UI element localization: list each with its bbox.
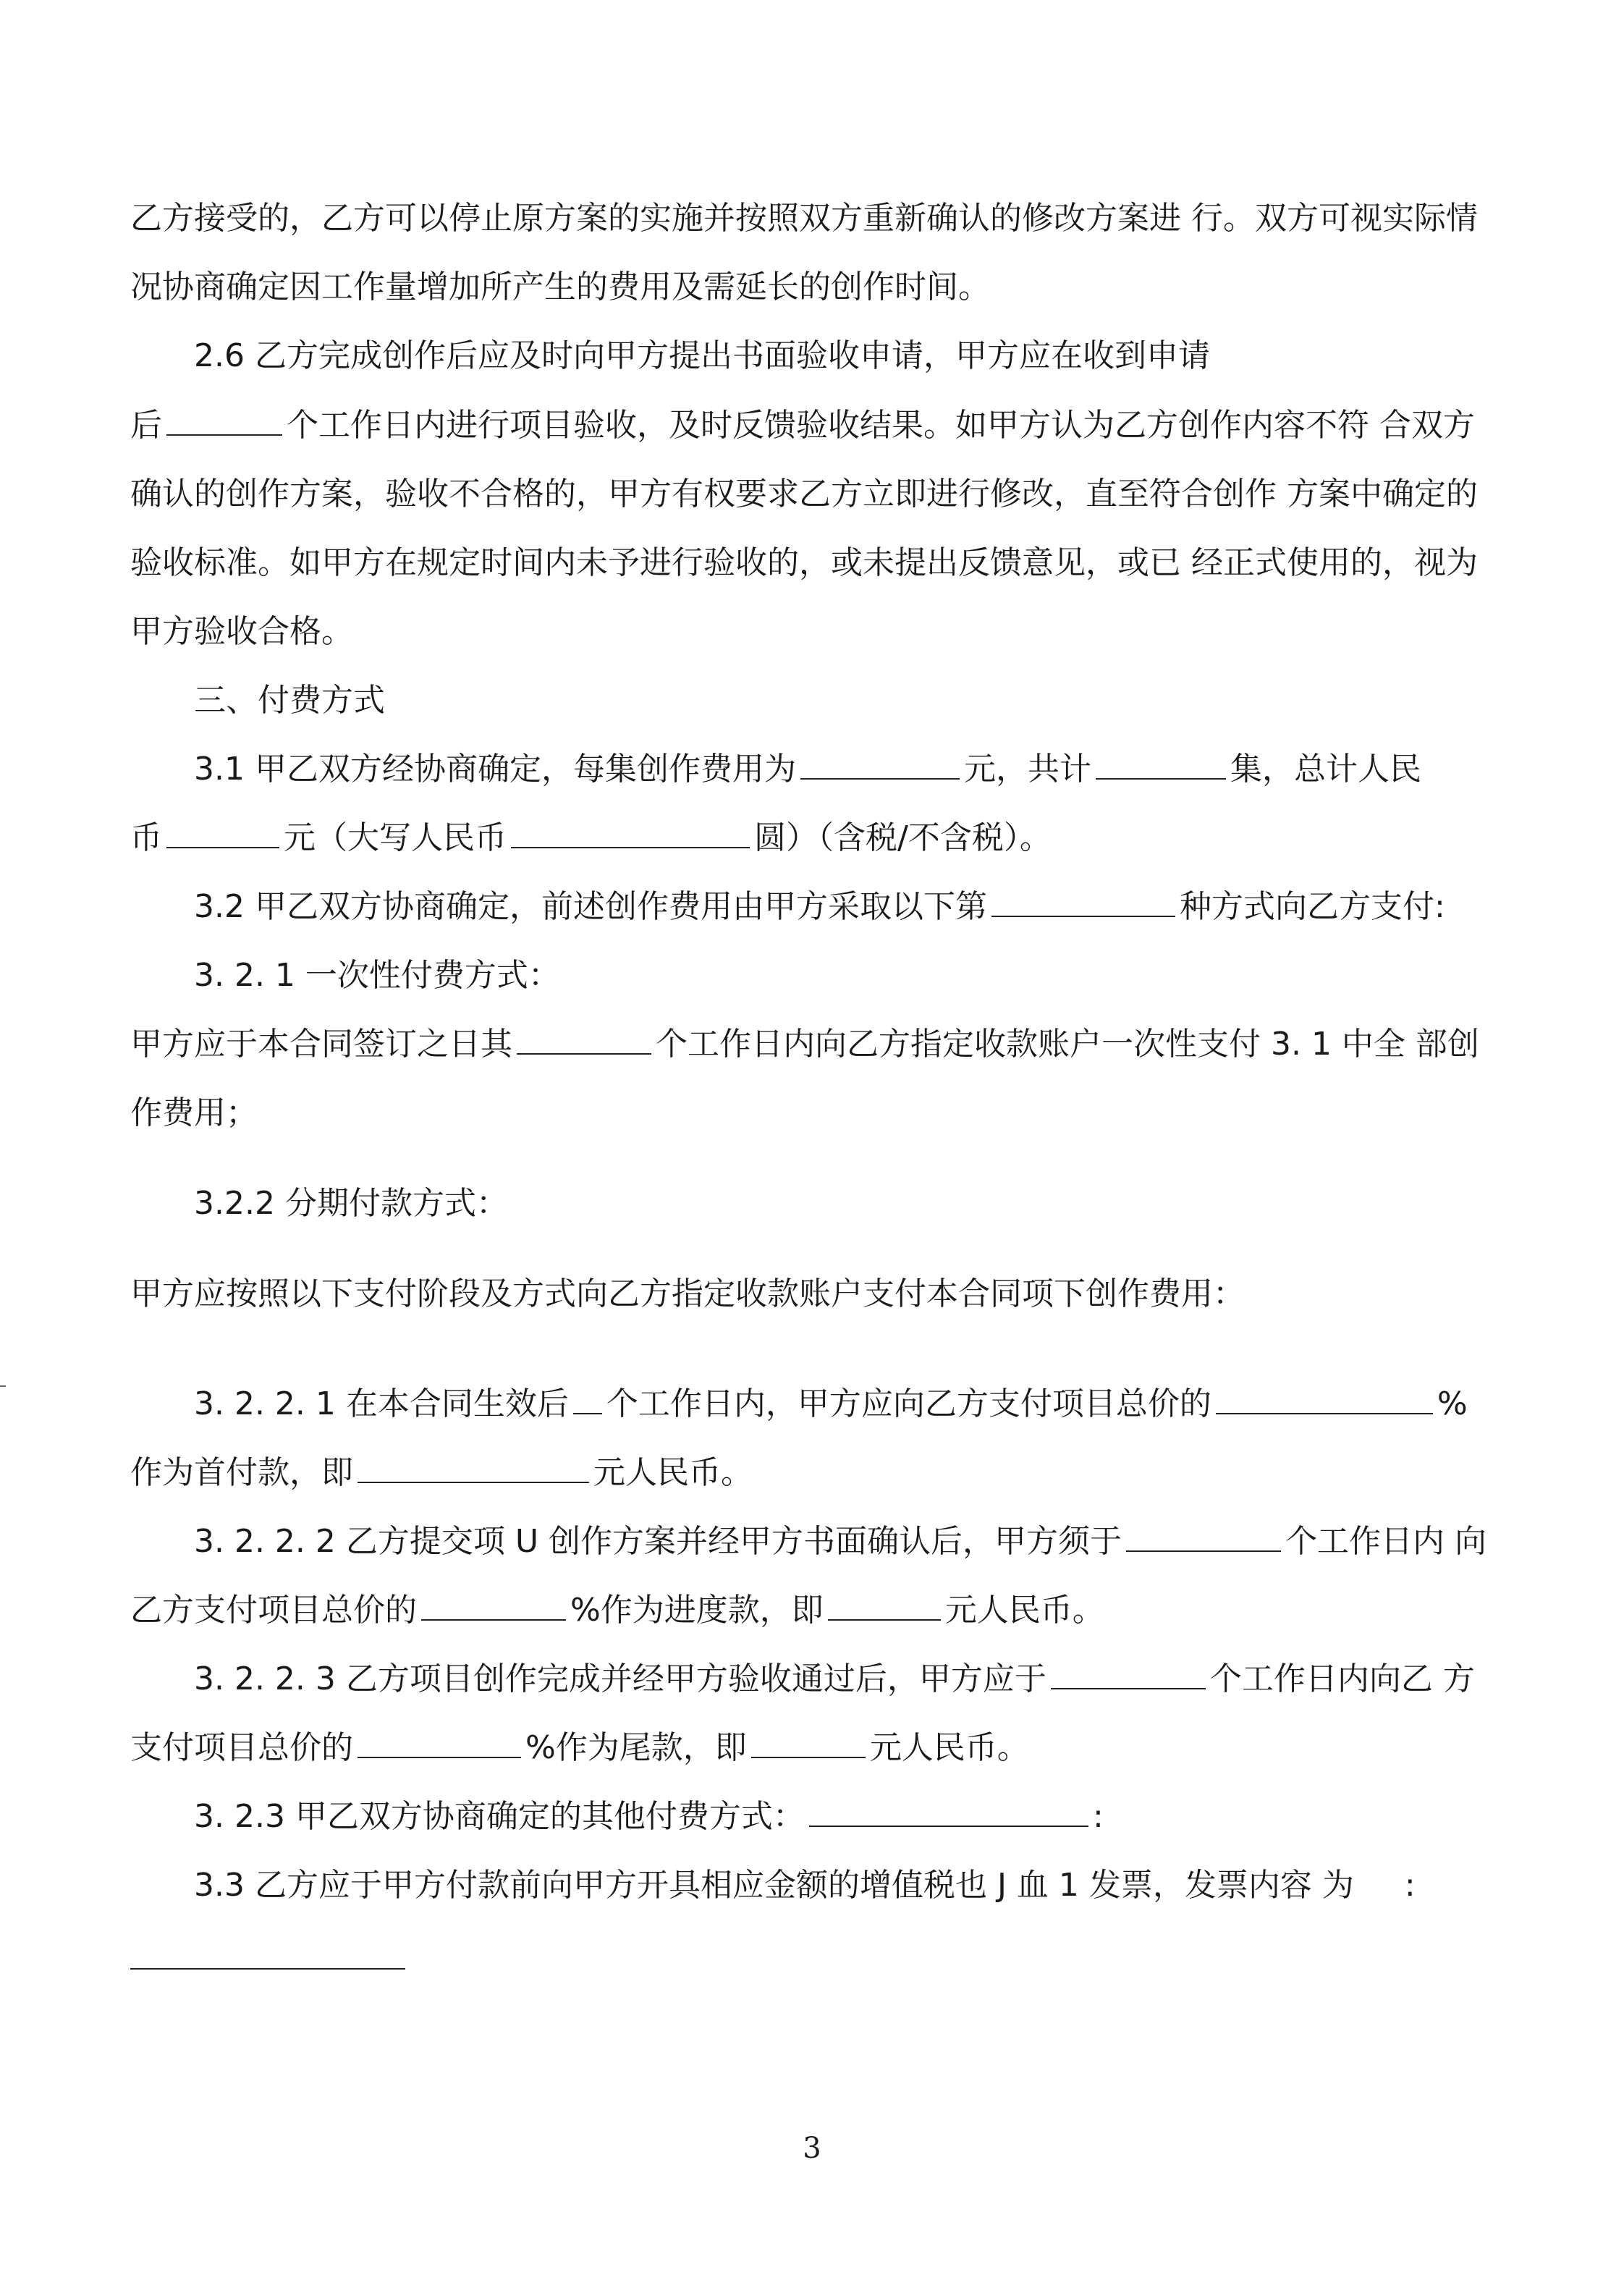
- clause-3-2-1: 3. 2. 1 一次性付费方式：: [194, 957, 560, 994]
- blank-field[interactable]: [166, 816, 279, 848]
- blank-field[interactable]: [1216, 1383, 1433, 1414]
- clause-3-2-2: 3.2.2 分期付款方式：: [194, 1185, 508, 1222]
- blank-line-rule[interactable]: [130, 1968, 405, 1970]
- clause-3-2-3: 3. 2.3 甲乙双方协商确定的其他付费方式： :: [194, 1795, 1104, 1839]
- blank-field[interactable]: [1051, 1658, 1206, 1689]
- blank-field[interactable]: [573, 1383, 602, 1414]
- clause-3-2-2-1-line-2: 作为首付款，即 元人民币。: [130, 1451, 753, 1495]
- blank-field[interactable]: [358, 1726, 521, 1758]
- section-heading-payment: 三、付费方式: [194, 682, 385, 719]
- clause-2-6-line-2: 后 个工作日内进行项目验收，及时反馈验收结果。如甲方认为乙方创作内容不符 合双方: [130, 404, 1475, 447]
- clause-3-2-2-2: 3. 2. 2. 2 乙方提交项 U 创作方案并经甲方书面确认后，甲方须于 个工作日内 向: [194, 1520, 1486, 1563]
- clause-3-1: 3.1 甲乙双方经协商确定，每集创作费用为 元，共计 集，总计人民: [194, 748, 1421, 791]
- clause-3-2: 3.2 甲乙双方协商确定，前述创作费用由甲方采取以下第 种方式向乙方支付:: [194, 885, 1445, 929]
- clause-3-2-2-1: 3. 2. 2. 1 在本合同生效后 个工作日内，甲方应向乙方支付项目总价的 %: [194, 1383, 1468, 1426]
- blank-field[interactable]: [358, 1451, 589, 1483]
- blank-field[interactable]: [166, 404, 282, 436]
- clause-2-6-line-5: 甲方验收合格。: [130, 613, 353, 650]
- para-line-2: 况协商确定因工作量增加所产生的费用及需延长的创作时间。: [130, 269, 990, 305]
- blank-field[interactable]: [517, 1023, 651, 1055]
- blank-field[interactable]: [1096, 748, 1226, 780]
- blank-field[interactable]: [1126, 1520, 1281, 1552]
- blank-field[interactable]: [421, 1589, 566, 1621]
- clause-3-2-1-body: 甲方应于本合同签订之日其 个工作日内向乙方指定收款账户一次性支付 3. 1 中全 部创: [130, 1023, 1479, 1066]
- blank-field[interactable]: [751, 1726, 866, 1758]
- clause-2-6-line-4: 验收标准。如甲方在规定时间内未予进行验收的，或未提出反馈意见，或已 经正式使用的，视为: [130, 544, 1478, 581]
- clause-2-6: 2.6 乙方完成创作后应及时向甲方提出书面验收申请，甲方应在收到申请: [194, 337, 1210, 374]
- clause-3-1-line-2: 币 元（大写人民币 圆）（含税/不含税）。: [130, 816, 1052, 860]
- margin-mark: [0, 1385, 6, 1387]
- blank-field[interactable]: [991, 885, 1175, 917]
- clause-3-2-2-body: 甲方应按照以下支付阶段及方式向乙方指定收款账户支付本合同项下创作费用：: [130, 1275, 1245, 1312]
- blank-field[interactable]: [828, 1589, 941, 1621]
- blank-field[interactable]: [511, 816, 750, 848]
- clause-3-2-2-3: 3. 2. 2. 3 乙方项目创作完成并经甲方验收通过后，甲方应于 个工作日内向乙 方: [194, 1658, 1475, 1701]
- blank-field[interactable]: [809, 1795, 1088, 1827]
- clause-3-2-1-body-2: 作费用；: [130, 1094, 258, 1131]
- clause-3-3: 3.3 乙方应于甲方付款前向甲方开具相应金额的增值税也 J 血 1 发票，发票内容 为 :: [194, 1867, 1416, 1904]
- clause-2-6-line-3: 确认的创作方案，验收不合格的，甲方有权要求乙方立即进行修改，直至符合创作 方案中确定的: [130, 476, 1478, 512]
- page-number: 3: [803, 2132, 821, 2165]
- clause-3-2-2-2-line-2: 乙方支付项目总价的 %作为进度款，即 元人民币。: [130, 1589, 1104, 1632]
- clause-3-2-2-3-line-2: 支付项目总价的 %作为尾款，即 元人民币。: [130, 1726, 1029, 1770]
- para-line-1: 乙方接受的，乙方可以停止原方案的实施并按照双方重新确认的修改方案进 行。双方可视实际情: [130, 200, 1478, 237]
- blank-field[interactable]: [800, 748, 960, 780]
